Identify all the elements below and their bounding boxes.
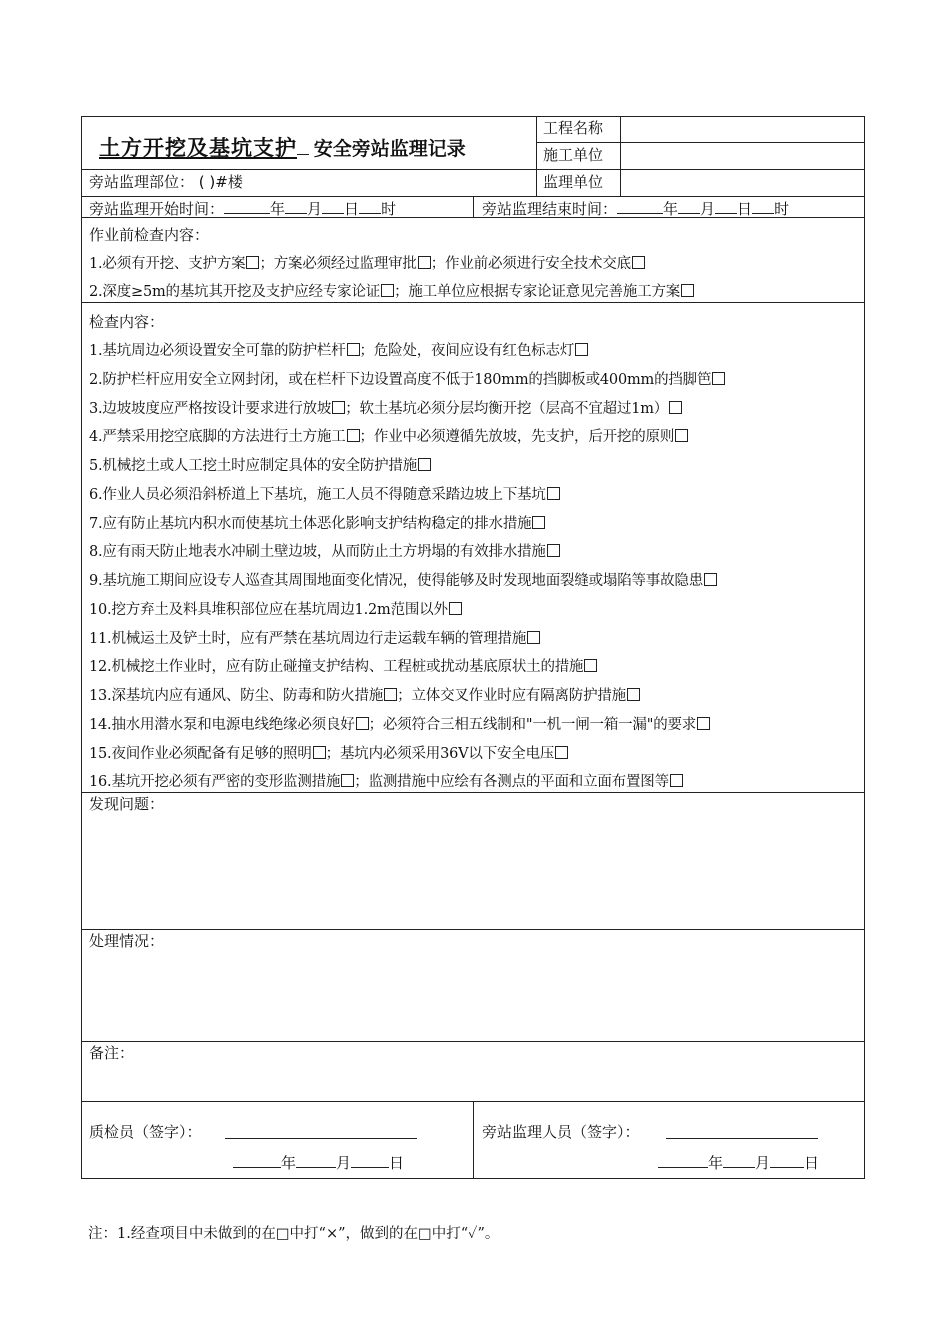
checkbox[interactable] bbox=[675, 429, 688, 442]
check-item-text: 6.作业人员必须沿斜桥道上下基坑，施工人员不得随意采踏边坡上下基坑 bbox=[89, 486, 546, 503]
check-item bbox=[89, 630, 540, 648]
pre-check-text: ；方案必须经过监理审批 bbox=[259, 256, 417, 272]
month-unit: 月 bbox=[336, 1154, 352, 1172]
day-blank[interactable] bbox=[770, 1153, 804, 1168]
day-unit: 日 bbox=[344, 200, 360, 218]
check-item-text: 7.应有防止基坑内积水而使基坑土体恶化影响支护结构稳定的排水措施 bbox=[89, 515, 532, 532]
supervisor-signature-line[interactable] bbox=[666, 1138, 818, 1139]
year-blank[interactable] bbox=[658, 1153, 708, 1168]
check-item bbox=[89, 342, 588, 360]
remarks-label: 备注： bbox=[89, 1044, 135, 1062]
checkbox[interactable] bbox=[697, 717, 710, 730]
record-form bbox=[81, 116, 865, 1179]
day-blank[interactable] bbox=[351, 1153, 389, 1168]
checkbox[interactable] bbox=[381, 284, 394, 297]
checkbox[interactable] bbox=[527, 631, 540, 644]
month-unit: 月 bbox=[755, 1154, 771, 1172]
check-item-text: ；必须符合三相五线制和"一机一闸一箱一漏"的要求 bbox=[368, 716, 697, 733]
checkbox[interactable] bbox=[712, 372, 725, 385]
check-item bbox=[89, 400, 682, 418]
check-item-text: 5.机械挖土或人工挖土时应制定具体的安全防护措施 bbox=[89, 458, 418, 474]
checkbox[interactable] bbox=[341, 774, 354, 787]
checkbox[interactable] bbox=[704, 573, 717, 586]
pre-check-item bbox=[89, 255, 645, 273]
problems-field[interactable] bbox=[82, 816, 864, 926]
end-time-label: 旁站监理结束时间： bbox=[482, 200, 618, 218]
hour-blank[interactable] bbox=[359, 199, 381, 214]
check-heading: 检查内容： bbox=[89, 313, 165, 331]
problems-label: 发现问题： bbox=[89, 795, 165, 813]
year-blank[interactable] bbox=[617, 199, 663, 214]
year-unit: 年 bbox=[708, 1154, 724, 1172]
hour-blank[interactable] bbox=[752, 199, 774, 214]
contractor-label: 施工单位 bbox=[543, 146, 604, 164]
month-unit: 月 bbox=[700, 200, 716, 218]
divider bbox=[536, 116, 537, 196]
start-time bbox=[89, 199, 396, 218]
divider bbox=[473, 1101, 474, 1179]
remarks-field[interactable] bbox=[82, 1065, 864, 1099]
checkbox[interactable] bbox=[246, 256, 259, 269]
year-blank[interactable] bbox=[233, 1153, 281, 1168]
check-item-text: 1.基坑周边必须设置安全可靠的防护栏杆 bbox=[89, 343, 346, 359]
supervisor-sign-label: 旁站监理人员（签字）： bbox=[482, 1123, 640, 1141]
check-item-text: ；危险处，夜间应设有红色标志灯 bbox=[359, 343, 575, 359]
checkbox[interactable] bbox=[669, 401, 682, 414]
check-item-text: 9.基坑施工期间应设专人巡查其周围地面变化情况，使得能够及时发现地面裂缝或塌陷等事故隐患 bbox=[89, 573, 704, 589]
checkbox[interactable] bbox=[632, 256, 645, 269]
form-title bbox=[99, 130, 466, 164]
inspector-sign-label: 质检员（签字）： bbox=[89, 1123, 202, 1141]
pre-check-text: ；施工单位应根据专家论证意见完善施工方案 bbox=[394, 284, 681, 300]
check-item-text: 12.机械挖土作业时，应有防止碰撞支护结构、工程桩或扰动基底原状土的措施 bbox=[89, 659, 584, 676]
handling-label: 处理情况： bbox=[89, 932, 165, 950]
checkbox[interactable] bbox=[627, 688, 640, 701]
checkbox[interactable] bbox=[555, 746, 568, 759]
divider bbox=[81, 1041, 865, 1042]
check-item-text: 11.机械运土及铲土时，应有严禁在基坑周边行走运载车辆的管理措施 bbox=[89, 630, 527, 647]
check-item bbox=[89, 457, 431, 475]
location-value[interactable]: ( )#楼 bbox=[198, 173, 243, 191]
footnote: 注：1.经查项目中未做到的在□中打“×”，做到的在□中打“✓”。 bbox=[88, 1226, 500, 1242]
check-item-text: 14.抽水用潜水泵和电源电线绝缘必须良好 bbox=[89, 716, 355, 733]
day-blank[interactable] bbox=[322, 199, 344, 214]
year-unit: 年 bbox=[281, 1154, 297, 1172]
inspector-date bbox=[233, 1153, 404, 1172]
year-unit: 年 bbox=[270, 200, 286, 218]
checkbox[interactable] bbox=[347, 343, 360, 356]
checkbox[interactable] bbox=[670, 774, 683, 787]
check-item bbox=[89, 572, 717, 590]
divider bbox=[81, 302, 865, 303]
check-item bbox=[89, 371, 725, 389]
checkbox[interactable] bbox=[575, 343, 588, 356]
title-underline bbox=[297, 130, 309, 155]
checkbox[interactable] bbox=[347, 429, 360, 442]
check-item bbox=[89, 773, 683, 791]
title-main: 土方开挖及基坑支护 bbox=[99, 135, 297, 160]
checkbox[interactable] bbox=[449, 602, 462, 615]
check-item-text: 4.严禁采用挖空底脚的方法进行土方施工 bbox=[89, 429, 346, 446]
checkbox[interactable] bbox=[681, 284, 694, 297]
divider bbox=[81, 929, 865, 930]
check-item bbox=[89, 745, 568, 763]
year-unit: 年 bbox=[663, 200, 679, 218]
pre-check-text: ；作业前必须进行安全技术交底 bbox=[430, 256, 631, 272]
check-item-text: 13.深基坑内应有通风、防尘、防毒和防火措施 bbox=[89, 688, 384, 704]
checkbox[interactable] bbox=[584, 659, 597, 672]
month-blank[interactable] bbox=[678, 199, 700, 214]
pre-check-item bbox=[89, 283, 694, 301]
divider bbox=[81, 792, 865, 793]
title-sub: 安全旁站监理记录 bbox=[313, 138, 466, 160]
location-label: 旁站监理部位： bbox=[89, 173, 195, 191]
month-blank[interactable] bbox=[285, 199, 307, 214]
pre-check-text: 1.必须有开挖、支护方案 bbox=[89, 256, 246, 272]
day-blank[interactable] bbox=[715, 199, 737, 214]
check-item-text: 8.应有雨天防止地表水冲刷土壁边坡，从而防止土方坍塌的有效排水措施 bbox=[89, 544, 546, 561]
pre-check-text: 2.深度≥5m的基坑其开挖及支护应经专家论证 bbox=[89, 284, 381, 300]
start-time-label: 旁站监理开始时间： bbox=[89, 200, 225, 218]
day-unit: 日 bbox=[737, 200, 753, 218]
month-blank[interactable] bbox=[296, 1153, 336, 1168]
hour-unit: 时 bbox=[774, 200, 790, 218]
day-unit: 日 bbox=[389, 1154, 405, 1172]
checkbox[interactable] bbox=[384, 688, 397, 701]
supervisor-unit-label: 监理单位 bbox=[543, 173, 604, 191]
check-item-text: 3.边坡坡度应严格按设计要求进行放坡 bbox=[89, 400, 332, 417]
checkbox[interactable] bbox=[418, 458, 431, 471]
check-item-text: ；监测措施中应绘有各测点的平面和立面布置图等 bbox=[354, 774, 669, 791]
check-item bbox=[89, 601, 462, 619]
check-item bbox=[89, 658, 597, 676]
divider bbox=[473, 196, 474, 217]
check-item bbox=[89, 486, 560, 504]
check-item-text: 2.防护栏杆应用安全立网封闭，或在栏杆下边设置高度不低于180mm的挡脚板或400mm的挡脚笆 bbox=[89, 371, 712, 388]
checkbox[interactable] bbox=[532, 516, 545, 529]
check-item bbox=[89, 428, 688, 446]
day-unit: 日 bbox=[804, 1154, 820, 1172]
location-row bbox=[89, 173, 243, 191]
checkbox[interactable] bbox=[356, 717, 369, 730]
checkbox[interactable] bbox=[332, 401, 345, 414]
check-item-text: 16.基坑开挖必须有严密的变形监测措施 bbox=[89, 774, 341, 791]
handling-field[interactable] bbox=[82, 953, 864, 1038]
checkbox[interactable] bbox=[418, 256, 431, 269]
end-time bbox=[482, 199, 789, 218]
project-name-label: 工程名称 bbox=[543, 119, 604, 137]
check-item bbox=[89, 515, 545, 533]
pre-check-heading: 作业前检查内容： bbox=[89, 226, 210, 244]
check-item-text: ；立体交叉作业时应有隔离防护措施 bbox=[397, 688, 626, 704]
month-blank[interactable] bbox=[723, 1153, 755, 1168]
hour-unit: 时 bbox=[381, 200, 397, 218]
divider bbox=[536, 142, 865, 143]
divider bbox=[620, 116, 621, 196]
year-blank[interactable] bbox=[224, 199, 270, 214]
supervisor-date bbox=[658, 1153, 819, 1172]
checkbox[interactable] bbox=[547, 487, 560, 500]
inspector-signature-line[interactable] bbox=[225, 1138, 417, 1139]
check-item bbox=[89, 687, 640, 705]
checkbox[interactable] bbox=[547, 544, 560, 557]
checkbox[interactable] bbox=[313, 746, 326, 759]
check-item-text: 15.夜间作业必须配备有足够的照明 bbox=[89, 745, 312, 762]
check-item bbox=[89, 543, 560, 561]
check-item-text: ；基坑内必须采用36V以下安全电压 bbox=[325, 745, 555, 762]
month-unit: 月 bbox=[307, 200, 323, 218]
check-item-text: 10.挖方弃土及料具堆积部位应在基坑周边1.2m范围以外 bbox=[89, 601, 448, 618]
check-item-text: ；作业中必须遵循先放坡，先支护，后开挖的原则 bbox=[359, 429, 675, 446]
check-item-text: ；软土基坑必须分层均衡开挖（层高不宜超过1m） bbox=[345, 400, 669, 417]
divider bbox=[81, 169, 865, 170]
check-item bbox=[89, 716, 710, 734]
